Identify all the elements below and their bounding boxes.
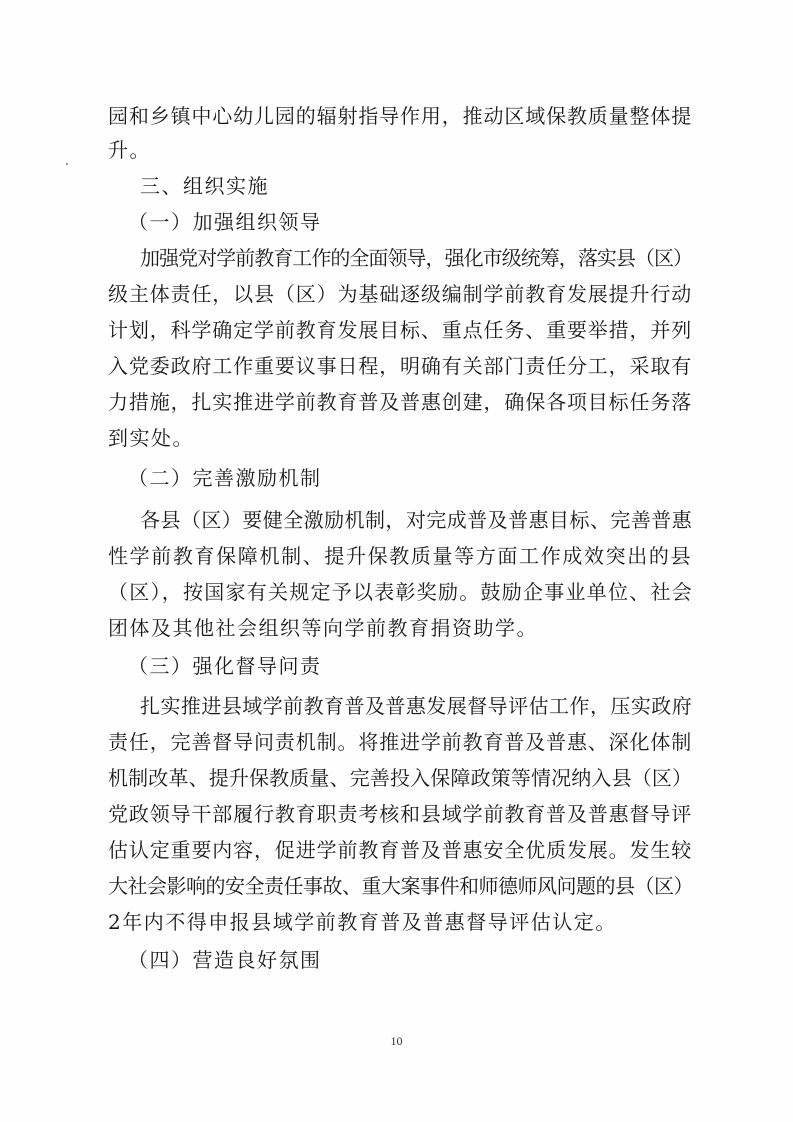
paragraph-line: 到实处。	[108, 426, 194, 450]
paragraph-line: 机制改革、提升保教质量、完善投入保障政策等情况纳入县（区）	[108, 766, 692, 790]
paragraph-line: 入党委政府工作重要议事日程，明确有关部门责任分工，采取有	[108, 354, 692, 378]
paragraph-line: （区），按国家有关规定予以表彰奖励。鼓励企事业单位、社会	[108, 580, 693, 604]
paragraph-line: 党政领导干部履行教育职责考核和县域学前教育普及普惠督导评	[108, 802, 692, 826]
subsection-heading: （三）强化督导问责	[128, 654, 322, 678]
paragraph-line: 2年内不得申报县域学前教育普及普惠督导评估认定。	[108, 910, 617, 934]
scan-speck	[66, 163, 68, 165]
paragraph-line: 级主体责任，以县（区）为基础逐级编制学前教育发展提升行动	[108, 282, 692, 306]
paragraph-line: 估认定重要内容，促进学前教育普及普惠安全优质发展。发生较	[108, 838, 692, 862]
paragraph-line: 各县（区）要健全激励机制，对完成普及普惠目标、完善普惠	[140, 508, 692, 532]
paragraph-line: 加强党对学前教育工作的全面领导，强化市级统筹，落实县（区）	[140, 246, 692, 270]
paragraph-line: 大社会影响的安全责任事故、重大案事件和师德师风问题的县（区）	[108, 874, 693, 898]
subsection-heading: （四）营造良好氛围	[128, 948, 322, 972]
page-number: 10	[390, 1034, 403, 1048]
subsection-heading: （一）加强组织领导	[128, 210, 322, 234]
paragraph-line: 责任，完善督导问责机制。将推进学前教育普及普惠、深化体制	[108, 730, 692, 754]
paragraph-line: 扎实推进县域学前教育普及普惠发展督导评估工作，压实政府	[140, 694, 692, 718]
paragraph-line: 升。	[108, 138, 151, 162]
section-heading: 三、组织实施	[140, 174, 269, 198]
paragraph-line: 性学前教育保障机制、提升保教质量等方面工作成效突出的县	[108, 544, 692, 568]
paragraph-line: 园和乡镇中心幼儿园的辐射指导作用，推动区域保教质量整体提	[108, 104, 692, 128]
paragraph-line: 力措施，扎实推进学前教育普及普惠创建，确保各项目标任务落	[108, 390, 692, 414]
paragraph-line: 团体及其他社会组织等向学前教育捐资助学。	[108, 616, 538, 640]
subsection-heading: （二）完善激励机制	[128, 466, 322, 490]
paragraph-line: 计划，科学确定学前教育发展目标、重点任务、重要举措，并列	[108, 318, 692, 342]
